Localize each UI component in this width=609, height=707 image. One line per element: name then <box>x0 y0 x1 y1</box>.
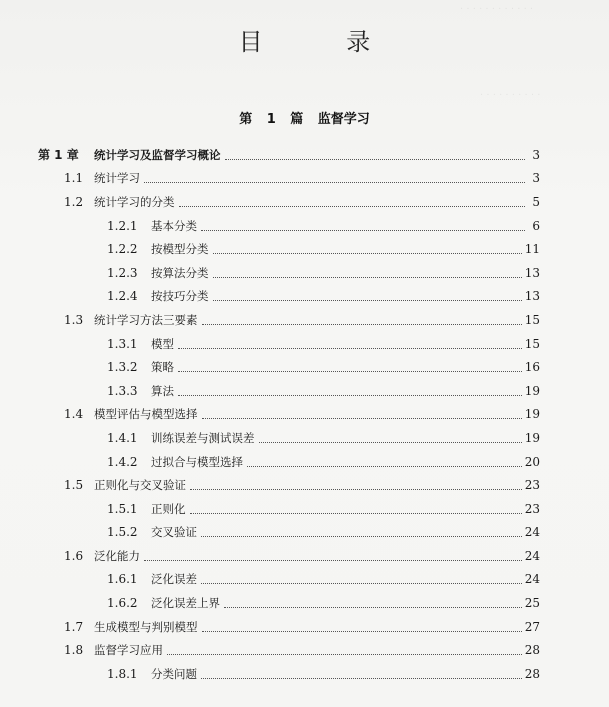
dot-leader <box>144 559 522 561</box>
toc-page-number: 19 <box>524 430 540 445</box>
toc-entry-number: 1.4.1 <box>107 430 138 445</box>
toc-page-number: 28 <box>524 643 540 658</box>
table-of-contents <box>38 143 540 686</box>
toc-entry-title: 训练误差与测试误差 <box>151 430 255 445</box>
toc-page-number: 24 <box>524 572 540 587</box>
dot-leader <box>167 653 522 655</box>
toc-entry-title: 策略 <box>151 360 174 375</box>
dot-leader <box>213 299 522 301</box>
toc-entry-title: 模型 <box>151 336 174 351</box>
toc-entry-title: 统计学习方法三要素 <box>94 312 198 327</box>
toc-entry-title: 统计学习及监督学习概论 <box>94 147 221 162</box>
toc-subsection-entry[interactable] <box>38 450 540 474</box>
toc-section-entry[interactable] <box>38 190 540 214</box>
toc-section-entry[interactable] <box>38 615 540 639</box>
dot-leader <box>179 205 526 207</box>
toc-entry-title: 交叉验证 <box>151 525 197 540</box>
toc-entry-number: 1.3.2 <box>107 360 138 375</box>
bleed-through-text: · · · · · · · · · · <box>480 90 541 101</box>
toc-entry-title: 统计学习的分类 <box>94 194 175 209</box>
toc-page-number: 27 <box>524 619 540 634</box>
page-title: 目 录 <box>238 28 409 56</box>
toc-page-number: 24 <box>524 548 540 563</box>
toc-entry-title: 基本分类 <box>151 218 197 233</box>
toc-page-number: 28 <box>524 666 540 681</box>
dot-leader <box>213 276 522 278</box>
toc-subsection-entry[interactable] <box>38 355 540 379</box>
toc-page-number: 13 <box>524 265 540 280</box>
toc-section-entry[interactable] <box>38 308 540 332</box>
dot-leader <box>202 630 522 632</box>
dot-leader <box>201 229 525 231</box>
toc-page-number: 3 <box>532 171 540 186</box>
toc-subsection-entry[interactable] <box>38 261 540 285</box>
toc-entry-number: 1.3.3 <box>107 383 138 398</box>
toc-subsection-entry[interactable] <box>38 214 540 238</box>
dot-leader <box>178 370 522 372</box>
toc-entry-title: 按算法分类 <box>151 265 209 280</box>
toc-entry-title: 正则化与交叉验证 <box>94 478 186 493</box>
toc-section-entry[interactable] <box>38 403 540 427</box>
toc-entry-title: 监督学习应用 <box>94 643 163 658</box>
toc-entry-number: 1.2.4 <box>107 289 138 304</box>
toc-entry-number: 1.2.2 <box>107 242 138 257</box>
dot-leader <box>259 441 522 443</box>
toc-entry-number: 1.3 <box>64 312 84 327</box>
toc-entry-title: 算法 <box>151 383 174 398</box>
dot-leader <box>202 323 522 325</box>
toc-entry-title: 模型评估与模型选择 <box>94 407 198 422</box>
toc-page-number: 15 <box>524 312 540 327</box>
toc-chapter-entry[interactable] <box>38 143 540 167</box>
toc-entry-number: 1.5.2 <box>107 525 138 540</box>
toc-entry-title: 按技巧分类 <box>151 289 209 304</box>
toc-entry-number: 1.2.3 <box>107 265 138 280</box>
dot-leader <box>178 347 522 349</box>
toc-entry-number: 1.2 <box>64 194 84 209</box>
toc-entry-title: 正则化 <box>151 501 186 516</box>
toc-entry-title: 过拟合与模型选择 <box>151 454 243 469</box>
toc-page-number: 6 <box>532 218 540 233</box>
toc-entry-title: 按模型分类 <box>151 242 209 257</box>
toc-subsection-entry[interactable] <box>38 591 540 615</box>
toc-entry-number: 1.2.1 <box>107 218 138 233</box>
toc-entry-title: 生成模型与判别模型 <box>94 619 198 634</box>
toc-page-number: 13 <box>524 289 540 304</box>
toc-subsection-entry[interactable] <box>38 521 540 545</box>
dot-leader <box>144 181 525 183</box>
toc-page-number: 16 <box>524 360 540 375</box>
toc-subsection-entry[interactable] <box>38 285 540 309</box>
toc-section-entry[interactable] <box>38 638 540 662</box>
toc-entry-number: 1.6.2 <box>107 596 138 611</box>
part-heading: 第 1 篇 监督学习 <box>239 112 370 127</box>
dot-leader <box>190 512 522 514</box>
dot-leader <box>178 394 522 396</box>
toc-subsection-entry[interactable] <box>38 237 540 261</box>
toc-entry-number: 1.6 <box>64 548 84 563</box>
toc-section-entry[interactable] <box>38 167 540 191</box>
toc-entry-number: 1.5.1 <box>107 501 138 516</box>
toc-entry-number: 1.4 <box>64 407 84 422</box>
dot-leader <box>201 582 522 584</box>
dot-leader <box>247 465 522 467</box>
toc-subsection-entry[interactable] <box>38 497 540 521</box>
dot-leader <box>201 677 522 679</box>
toc-entry-title: 泛化能力 <box>94 548 140 563</box>
dot-leader <box>225 158 526 160</box>
toc-page-number: 3 <box>532 147 540 162</box>
toc-subsection-entry[interactable] <box>38 662 540 686</box>
toc-section-entry[interactable] <box>38 473 540 497</box>
toc-page-number: 19 <box>524 383 540 398</box>
toc-page-number: 15 <box>524 336 540 351</box>
toc-page-number: 5 <box>532 194 540 209</box>
toc-page-number: 20 <box>524 454 540 469</box>
toc-subsection-entry[interactable] <box>38 568 540 592</box>
dot-leader <box>201 535 522 537</box>
toc-entry-title: 泛化误差上界 <box>151 596 220 611</box>
toc-subsection-entry[interactable] <box>38 332 540 356</box>
toc-entry-number: 1.8 <box>64 643 84 658</box>
toc-entry-title: 泛化误差 <box>151 572 197 587</box>
toc-page-number: 11 <box>524 242 540 257</box>
toc-entry-number: 1.6.1 <box>107 572 138 587</box>
bleed-through-text: · · · · · · · · · · · · <box>460 4 534 15</box>
toc-page-number: 24 <box>524 525 540 540</box>
toc-entry-number: 1.1 <box>64 171 84 186</box>
dot-leader <box>202 417 522 419</box>
toc-entry-number: 1.3.1 <box>107 336 138 351</box>
toc-page-number: 23 <box>524 501 540 516</box>
toc-entry-number: 1.8.1 <box>107 666 138 681</box>
toc-subsection-entry[interactable] <box>38 426 540 450</box>
toc-page-number: 19 <box>524 407 540 422</box>
toc-entry-number: 第 1 章 <box>38 147 79 162</box>
toc-page-number: 25 <box>524 596 540 611</box>
toc-entry-title: 统计学习 <box>94 171 140 186</box>
toc-entry-title: 分类问题 <box>151 666 197 681</box>
toc-entry-number: 1.5 <box>64 478 84 493</box>
toc-section-entry[interactable] <box>38 544 540 568</box>
toc-entry-number: 1.7 <box>64 619 84 634</box>
dot-leader <box>190 488 522 490</box>
toc-entry-number: 1.4.2 <box>107 454 138 469</box>
toc-page-number: 23 <box>524 478 540 493</box>
dot-leader <box>213 252 522 254</box>
dot-leader <box>224 606 522 608</box>
toc-subsection-entry[interactable] <box>38 379 540 403</box>
